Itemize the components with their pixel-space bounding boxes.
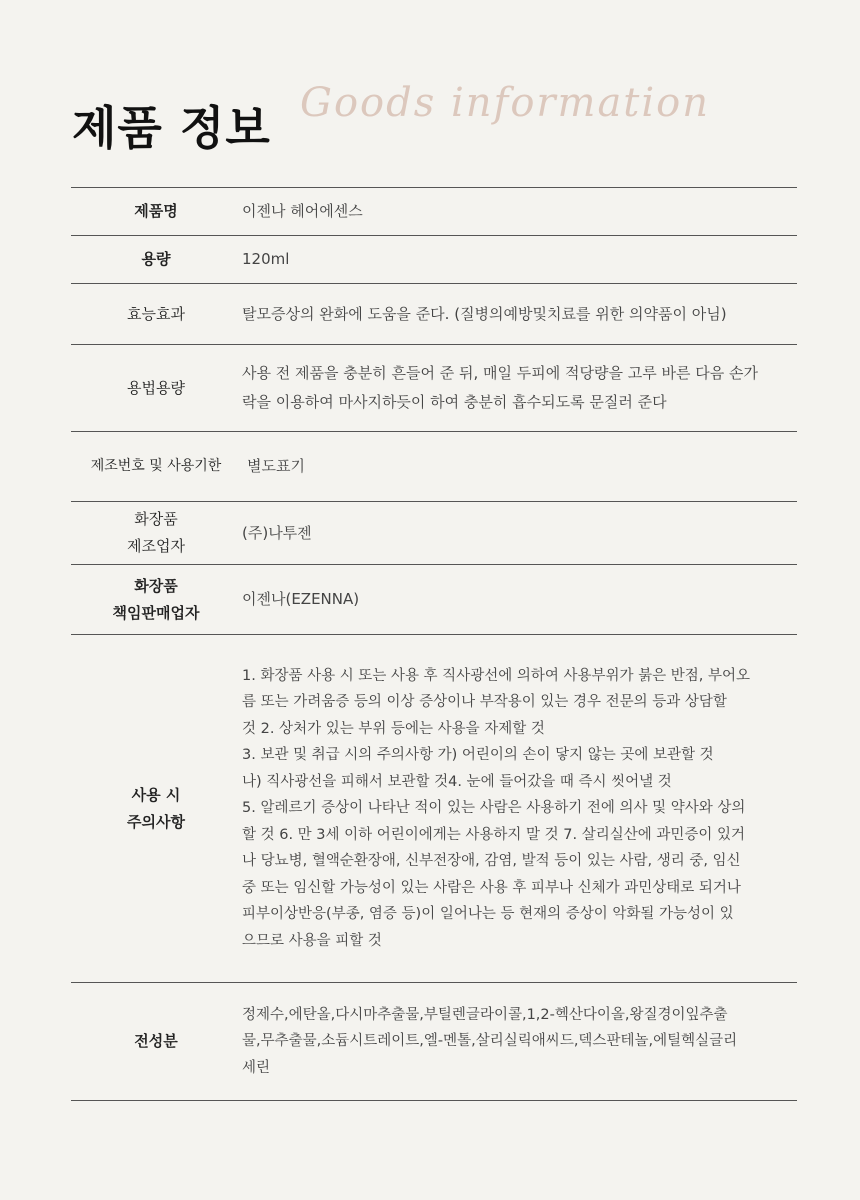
- product-info-table: [71, 187, 797, 1101]
- row-manufacturer: [71, 502, 797, 565]
- row-product-name: [71, 188, 797, 236]
- row-value: [241, 565, 797, 634]
- row-label: 제조번호 및 사용기한: [90, 458, 222, 474]
- value-line: 120ml: [242, 250, 290, 269]
- value-line: 것 2. 상처가 있는 부위 등에는 사용을 자제할 것: [242, 720, 545, 737]
- value-line: 중 또는 임신할 가능성이 있는 사람은 사용 후 피부나 신체가 과민상태로 되거나: [242, 879, 741, 896]
- row-label: [71, 565, 241, 634]
- value-line: 정제수,에탄올,다시마추출물,부틸렌글라이콜,1,2-헥산다이올,왕질경이잎추출: [242, 1006, 728, 1023]
- row-distributor: [71, 565, 797, 635]
- value-line: 피부이상반응(부종, 염증 등)이 일어나는 등 현재의 증상이 악화될 가능성이 있: [242, 906, 734, 923]
- row-ingredients: [71, 983, 797, 1101]
- value-line: 사용 전 제품을 충분히 흔들어 준 뒤, 매일 두피에 적당량을 고루 바른 다음 손가: [242, 364, 758, 382]
- row-label: 용량: [141, 250, 171, 268]
- value-line: 5. 알레르기 증상이 나타난 적이 있는 사람은 사용하기 전에 의사 및 약사와 상의: [242, 800, 746, 817]
- value-line: 이젠나(EZENNA): [242, 590, 360, 609]
- value-line: 나) 직사광선을 피해서 보관할 것4. 눈에 들어갔을 때 즉시 씻어낼 것: [242, 773, 672, 790]
- row-value: [241, 432, 797, 501]
- row-value: [241, 345, 797, 431]
- value-line: 할 것 6. 만 3세 이하 어린이에게는 사용하지 말 것 7. 살리실산에 과민증이 있거: [242, 826, 746, 843]
- label-line: 책임판매업자: [112, 603, 200, 622]
- row-label: 전성분: [134, 1032, 178, 1050]
- row-label: [71, 635, 241, 982]
- label-line: 사용 시: [131, 785, 181, 804]
- script-subtitle: Goods information: [300, 80, 711, 126]
- row-value: [241, 236, 797, 283]
- row-usage: [71, 345, 797, 432]
- row-value: [241, 284, 797, 344]
- row-precautions: [71, 635, 797, 983]
- value-line: 물,무추출물,소듐시트레이트,엘-멘톨,살리실릭애씨드,덱스판테놀,에틸헥실글리: [242, 1033, 738, 1050]
- value-line: 세린: [242, 1059, 271, 1076]
- value-line: (주)나투젠: [242, 523, 312, 542]
- row-value: [241, 635, 797, 982]
- row-value: [241, 983, 797, 1100]
- value-line: 나 당뇨병, 혈액순환장애, 신부전장애, 감염, 발적 등이 있는 사람, 생리 중, 임신: [242, 853, 741, 870]
- label-line: 제조업자: [127, 537, 185, 555]
- row-label: 효능효과: [127, 304, 185, 323]
- row-volume: [71, 236, 797, 284]
- row-label: 용법용량: [127, 378, 185, 397]
- row-value: [241, 502, 797, 564]
- value-line: 탈모증상의 완화에 도움을 준다. (질병의예방및치료를 위한 의약품이 아님): [242, 304, 727, 323]
- value-line: 1. 화장품 사용 시 또는 사용 후 직사광선에 의하여 사용부위가 붉은 반점, 부어오: [242, 667, 750, 684]
- row-efficacy: [71, 284, 797, 345]
- value-line: 이젠나 헤어에센스: [242, 202, 363, 221]
- value-line: 락을 이용하여 마사지하듯이 하여 충분히 흡수되도록 문질러 준다: [242, 393, 667, 411]
- row-value: [241, 188, 797, 235]
- row-label: 제품명: [134, 202, 178, 220]
- row-label: [71, 502, 241, 564]
- page-title: 제품 정보: [72, 101, 271, 155]
- label-line: 주의사항: [127, 812, 185, 831]
- row-lot-expiry: [71, 432, 797, 502]
- label-line: 화장품: [134, 510, 178, 528]
- label-line: 화장품: [134, 576, 178, 595]
- value-line: 3. 보관 및 취급 시의 주의사항 가) 어린이의 손이 닿지 않는 곳에 보관할 것: [242, 747, 714, 764]
- value-line: 별도표기: [247, 457, 305, 476]
- value-line: 름 또는 가려움증 등의 이상 증상이나 부작용이 있는 경우 전문의 등과 상담할: [242, 694, 727, 711]
- value-line: 으므로 사용을 피할 것: [242, 932, 382, 949]
